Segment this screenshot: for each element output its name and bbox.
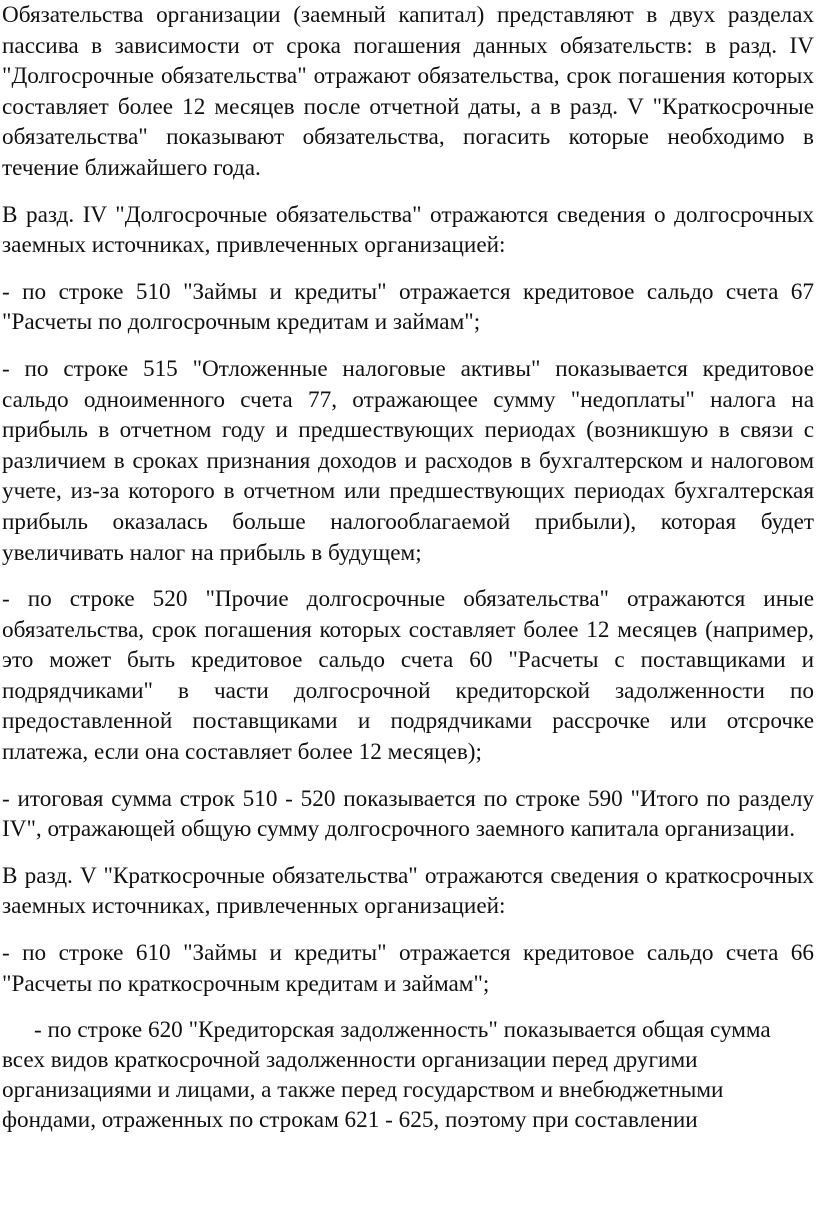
paragraph-section-iv-heading: В разд. IV "Долгосрочные обязательства" отражаются сведения о долгосрочных заемных источниках, привлеченных организацией: [2,201,814,259]
paragraph-line-510: - по строке 510 "Займы и кредиты" отражается кредитовое сальдо счета 67 "Расчеты по долгосрочным кредитам и займам"; [2,278,814,336]
paragraph-section-v-heading: В разд. V "Краткосрочные обязательства" отражаются сведения о краткосрочных заемных источниках, привлеченных организацией: [2,862,814,920]
paragraph-line-520: - по строке 520 "Прочие долгосрочные обязательства" отражаются иные обязательства, срок погашения которых составляет более 12 месяцев (например, это может быть кредитовое сальдо счета 60 "Расчеты с поставщиками и подрядчиками" в части долгосрочной кредиторской задолженности по предоставленной поставщиками и подрядчиками рассрочке или отсрочке платежа, если она составляет более 12 месяцев); [2,586,814,766]
paragraph-line-610: - по строке 610 "Займы и кредиты" отражается кредитовое сальдо счета 66 "Расчеты по краткосрочным кредитам и займам"; [2,940,814,997]
paragraph-intro: Обязательства организации (заемный капитал) представляют в двух разделах пассива в зависимости от срока погашения данных обязательств: в разд. IV "Долгосрочные обязательства" отражают обязательства, срок погашения которых составляет более 12 месяцев после отчетной даты, а в разд. V "Краткосрочные обязательства" показывают обязательства, погасить которые необходимо в течение ближайшего года. [2,2,814,181]
paragraph-line-590: - итоговая сумма строк 510 - 520 показывается по строке 590 "Итого по разделу IV", отражающей общую сумму долгосрочного заемного капитала организации. [2,785,814,843]
paragraph-line-515: - по строке 515 "Отложенные налоговые активы" показывается кредитовое сальдо одноименного счета 77, отражающее сумму "недоплаты" налога на прибыль в отчетном году и предшествующих периодах (возникшую в связи с различием в сроках признания доходов и расходов в бухгалтерском и налоговом учете, из-за которого в отчетном или предшествующих периодах бухгалтерская прибыль оказалась больше налогооблагаемой прибыли), которая будет увеличивать налог на прибыль в будущем; [2,355,814,566]
paragraph-line-620: - по строке 620 "Кредиторская задолженность" показывается общая сумма всех видов краткосрочной задолженности организации перед другими организациями и лицами, а также перед государством и внебюджетными фондами, отраженных по строкам 621 - 625, поэтому при составлении [2,1017,771,1134]
